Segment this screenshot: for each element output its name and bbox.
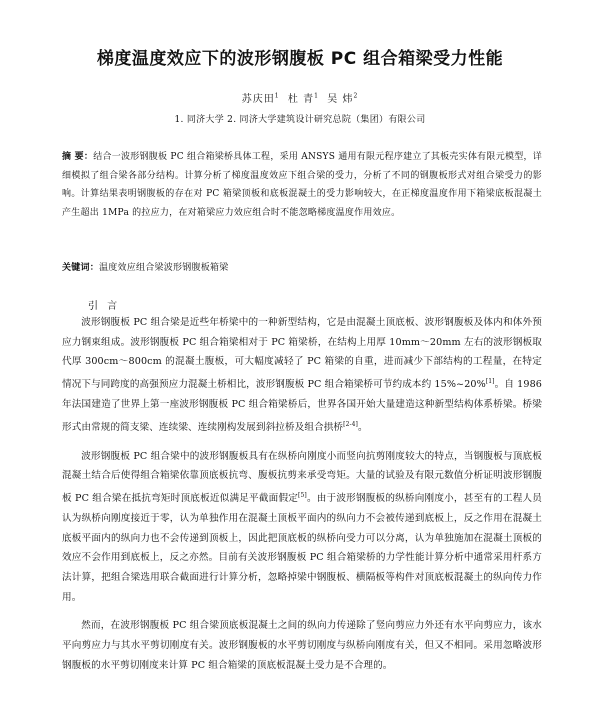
author-affiliation-mark: 1 bbox=[274, 92, 280, 100]
body-paragraph: 波形钢腹板 PC 组合梁是近些年桥梁中的一种新型结构，它是由混凝土顶底板、波形钢腹板及体内和体外预应力钢束组成。波形钢腹板 PC 组合箱梁相对于 PC 箱梁桥，在结构上用厚 10mm～20mm 左右的波形钢板取代厚 300cm～800cm 的混凝土腹板，可大幅度减轻了 PC 箱梁的自重，进而减少下部结构的工程量，在特定情况下与同跨度的高强预应力混凝土桥相比，波形钢腹板 PC 组合箱梁桥可节约成本约 15%~20%[1]。自 1986 年法国建造了世界上第一座波形钢腹板 PC 组合箱梁桥后，世界各国开始大量建造这种新型结构体系桥梁。桥梁形式由常规的简支梁、连续梁、连续刚构发展到斜拉桥及组合拱桥[2-4]。 bbox=[62, 317, 542, 433]
author-affiliation-mark: 1 bbox=[314, 92, 319, 100]
author-name: 苏庆田 bbox=[241, 94, 275, 105]
body-text bbox=[62, 313, 542, 676]
body-paragraph: 波形钢腹板 PC 组合梁中的波形钢腹板具有在纵桥向刚度小而竖向抗剪刚度较大的特点，当钢腹板与顶底板混凝土结合后使得组合箱梁依靠顶底板抗弯、腹板抗剪来承受弯矩。大量的试验及有限元数值分析证明波形钢腹板 PC 组合梁在抵抗弯矩时顶底板近似满足平截面假定[5]。由于波形钢腹板的纵桥向刚度小，甚至有的工程人员认为纵桥向刚度接近于零，认为单独作用在混凝土顶板平面内的纵向力不会被传递到底板上，反之作用在混凝土底板平面内的纵向力也不会传递到顶板上，因此把顶底板的纵桥向受力可以分离，认为单独施加在混凝土顶板的效应不会作用到底板上，反之亦然。目前有关波形钢腹板 PC 组合箱梁桥的力学性能计算分析中通常采用杆系方法计算，把组合梁选用联合截面进行计算分析，忽略掉梁中钢腹板、横隔板等构件对顶底板混凝土的纵向传力作用。 bbox=[62, 450, 542, 603]
paper-title: 梯度温度效应下的波形钢腹板 PC 组合箱梁受力性能 bbox=[96, 49, 504, 69]
keywords bbox=[62, 260, 542, 273]
body-paragraph: 然而，在波形钢腹板 PC 组合梁顶底板混凝土之间的纵向力传递除了竖向剪应力外还有水平向剪应力，该水平向剪应力与其水平剪切刚度有关。波形钢腹板的水平剪切刚度与纵桥向刚度有关，但又不相同。采用忽略波形钢腹板的水平剪切刚度来计算 PC 组合箱梁的顶底板混凝土受力是不合理的。 bbox=[62, 620, 542, 671]
abstract-text: 结合一波形钢腹板 PC 组合箱梁桥具体工程，采用 ANSYS 通用有限元程序建立了其板壳实体有限元模型，详细模拟了组合梁各部分结构。计算分析了梯度温度效应下组合梁的受力，分析了不同的钢腹板形式对组合梁受力的影响。计算结果表明钢腹板的存在对 PC 箱梁顶板和底板混凝土的受力影响较大，在正梯度温度作用下箱梁底板混凝土产生超出 1MPa 的拉应力，在对箱梁应力效应组合时不能忽略梯度温度作用效应。 bbox=[62, 152, 542, 218]
affiliation-line: 1. 同济大学 2. 同济大学建筑设计研究总院（集团）有限公司 bbox=[174, 115, 426, 125]
abstract-label: 摘 要： bbox=[62, 152, 94, 162]
author-name: 杜 青 bbox=[287, 94, 315, 105]
citation-ref: [1] bbox=[485, 378, 495, 386]
abstract bbox=[62, 148, 542, 222]
section-heading: 引 言 bbox=[88, 301, 121, 312]
keywords-label: 关键词： bbox=[62, 263, 100, 273]
citation-ref: [5] bbox=[298, 492, 307, 499]
keywords-text: 温度效应组合梁波形钢腹板箱梁 bbox=[99, 263, 229, 273]
author-affiliation-mark: 2 bbox=[353, 92, 359, 100]
citation-ref: [2-4] bbox=[343, 420, 358, 428]
author-list bbox=[0, 90, 600, 105]
author-name: 吴 炜 bbox=[327, 94, 354, 105]
